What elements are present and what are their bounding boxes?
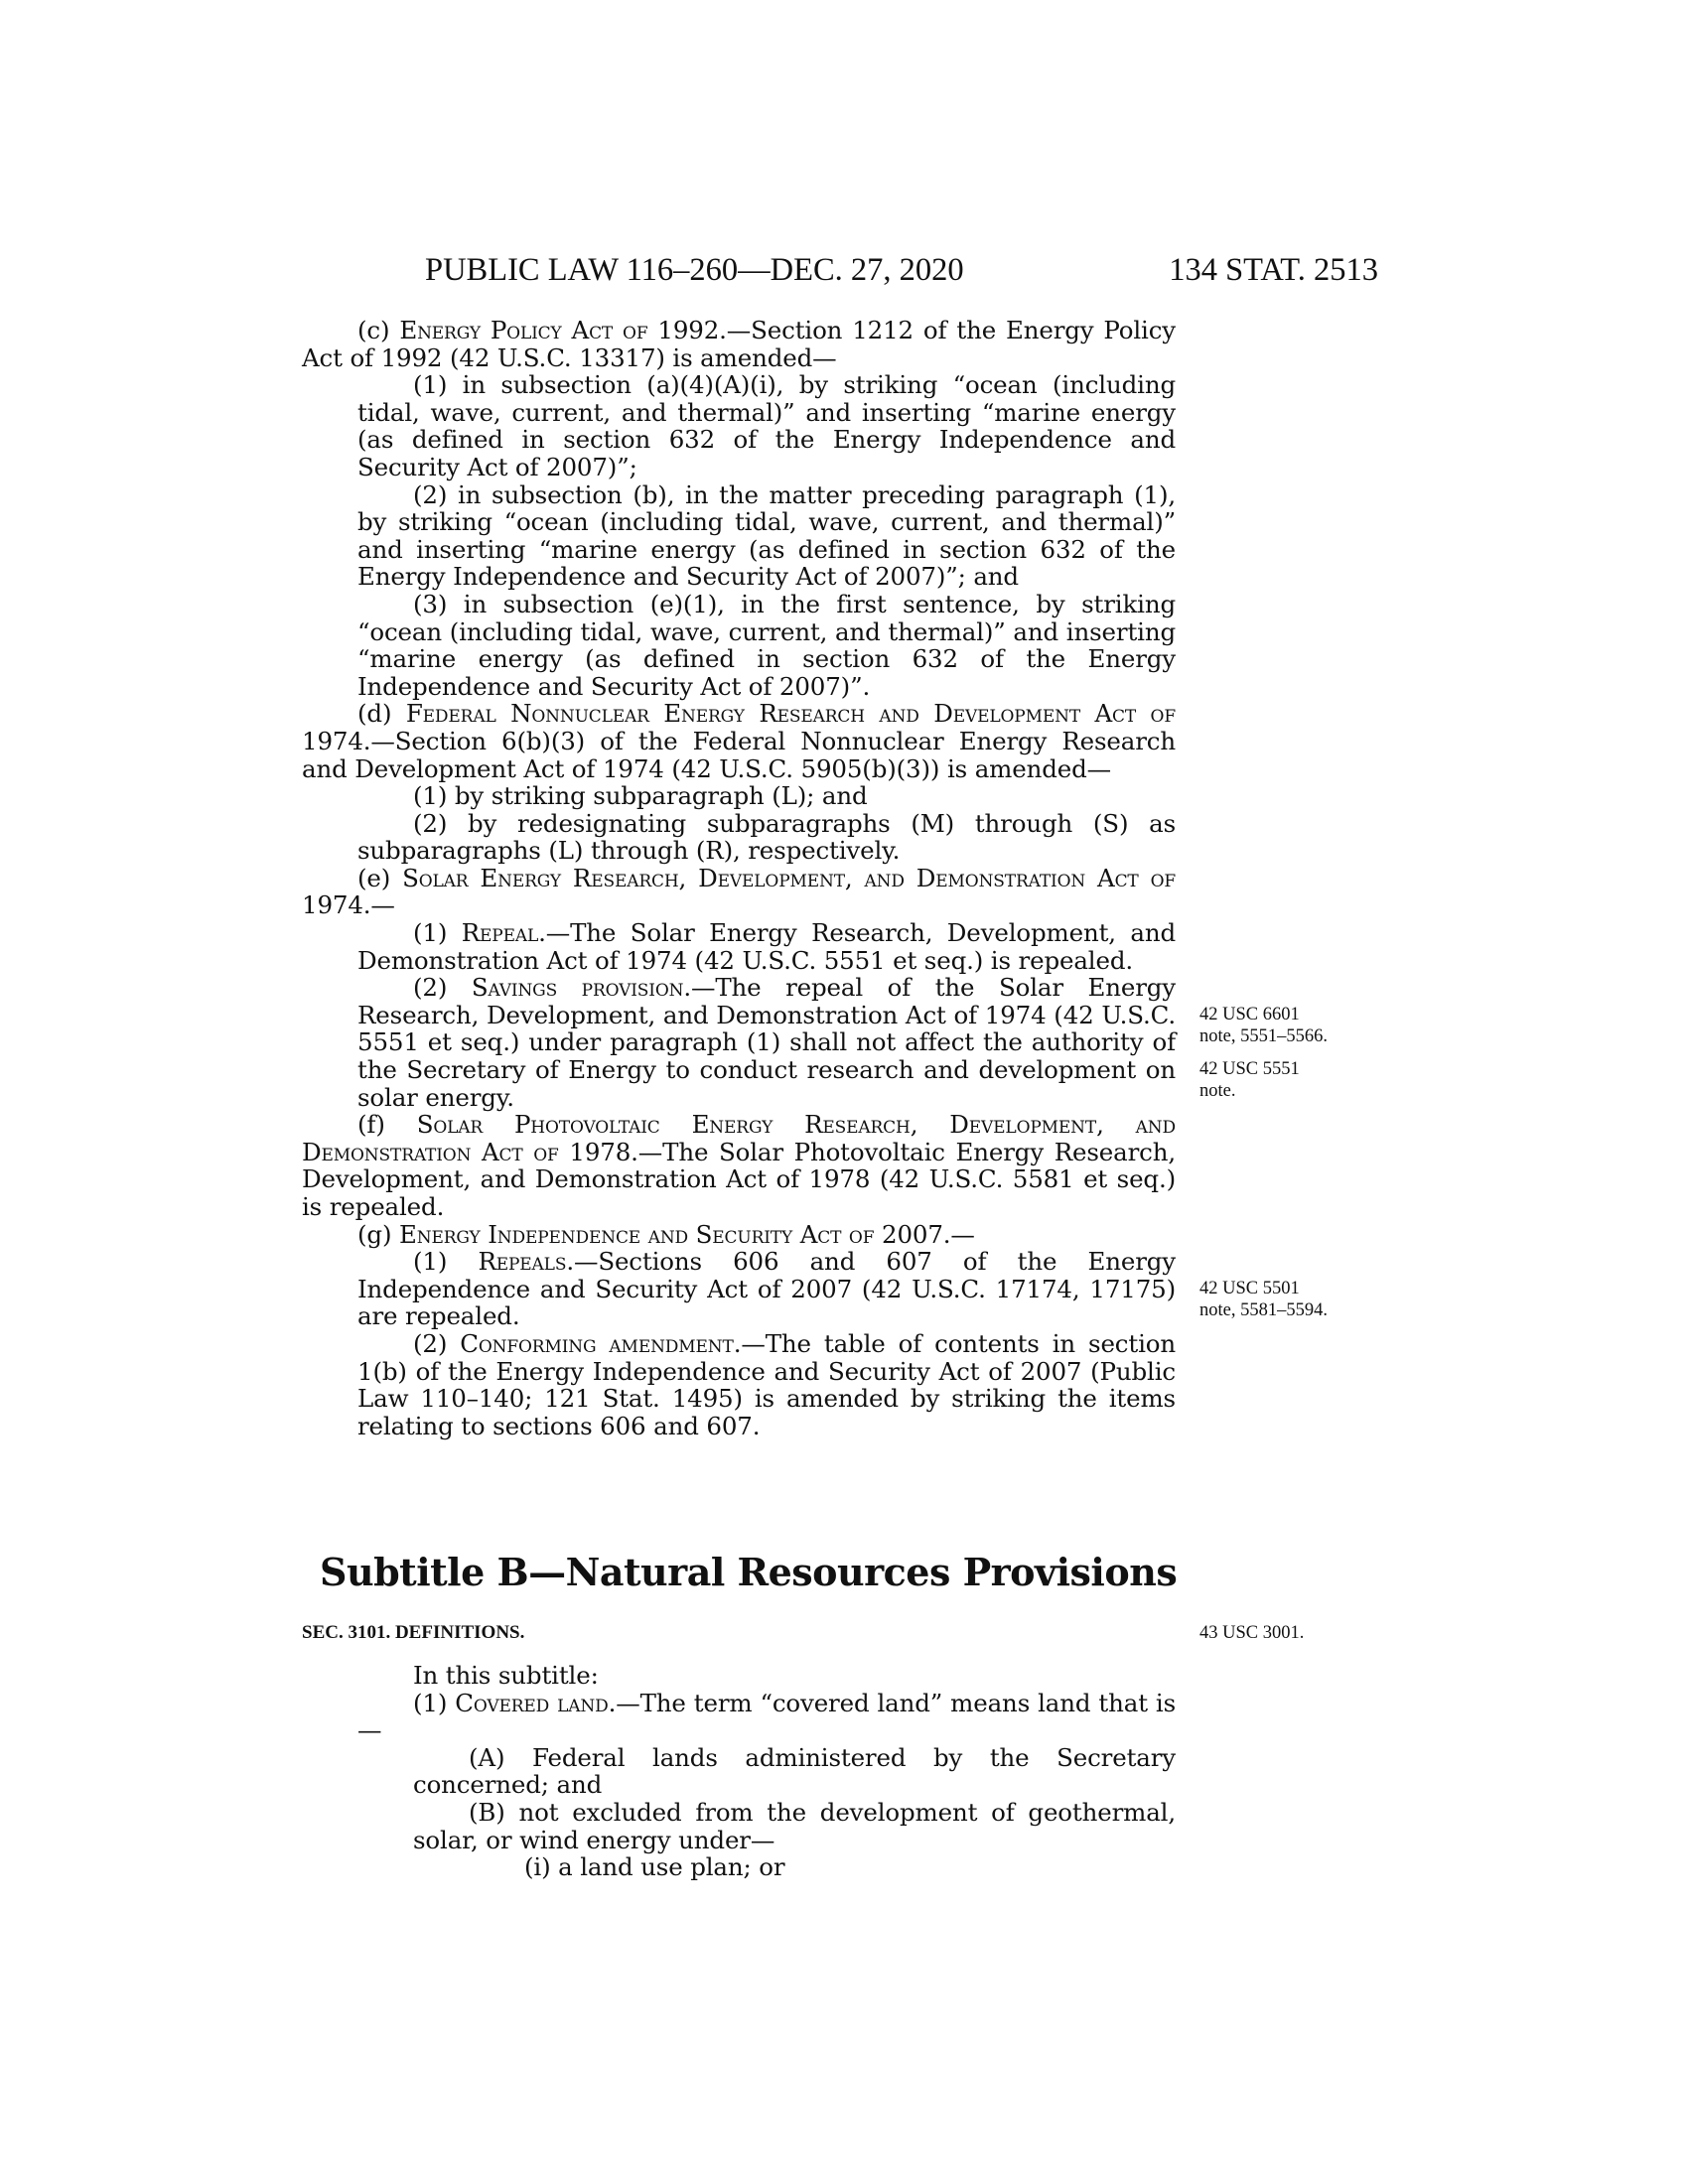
margin-note-3 [1199,1278,1328,1321]
margin-note-2-line2: note. [1199,1081,1236,1101]
paragraph-g2-text: —The table of contents in section 1(b) of the Energy Independence and Security Act of 2007 (Public Law 110–140; 121 Stat. 1495) is amended by striking the items relating to sections 606 and 607. [357,1328,1176,1440]
paragraph-g1 [302,1248,1176,1330]
paragraph-e [302,865,1176,919]
paragraph-e1-text: —The Solar Energy Research, Development, and Demonstration Act of 1974 (42 U.S.C. 5551 et seq.) is repealed. [357,918,1176,975]
paragraph-f-text: —The Solar Photovoltaic Energy Research, Development, and Demonstration Act of 1978 (42 U.S.C. 5581 et seq.) is repealed. [302,1137,1176,1221]
paragraph-c-heading: Energy Policy Act of 1992. [399,316,727,344]
section-subparagraph-b: (B) not excluded from the development of geothermal, solar, or wind energy under— [413,1797,1176,1854]
margin-note-3-line2: note, 5581–5594. [1199,1300,1328,1320]
page-header [425,250,1378,290]
paragraph-d-text: —Section 6(b)(3) of the Federal Nonnuclear Energy Research and Development Act of 1974 (42 U.S.C. 5905(b)(3)) is amended— [302,726,1176,783]
margin-note-1-line2: note, 5551–5566. [1199,1026,1328,1046]
paragraph-c3: (3) in subsection (e)(1), in the first sentence, by striking “ocean (including tidal, wave, current, and thermal)” and inserting “marine energy (as defined in section 632 of the Energy Independence and Security Act of 2007)”. [357,589,1176,701]
paragraph-f-heading: Solar Photovoltaic Energy Research, Development, and Demonstration Act of 1978. [302,1110,1176,1166]
statute-text-main [302,317,1176,1439]
paragraph-c2: (2) in subsection (b), in the matter preceding paragraph (1), by striking “ocean (including tidal, wave, current, and thermal)” and inserting “marine energy (as defined in section 632 of the Energy Independence and Security Act of 2007)”; and [357,479,1176,592]
paragraph-e-label: (e) [357,863,403,892]
section-subparagraph-a: (A) Federal lands administered by the Secretary concerned; and [413,1742,1176,1800]
section-heading: SEC. 3101. DEFINITIONS. [302,1622,525,1643]
section-paragraph-1-label: (1) [413,1688,456,1717]
section-paragraph-1-heading: Covered land. [455,1688,617,1717]
paragraph-e1 [302,919,1176,974]
paragraph-e2-text: —The repeal of the Solar Energy Research, Development, and Demonstration Act of 1974 (42 U.S.C. 5551 et seq.) under paragraph (1) shall not affect the authority of the Secretary of Energy to conduct research and development on solar energy. [357,973,1176,1112]
paragraph-e2-label: (2) [413,973,472,1003]
paragraph-e-text: — [370,890,395,920]
paragraph-d1: (1) by striking subparagraph (L); and [413,781,868,811]
paragraph-e-heading: Solar Energy Research, Development, and Demonstration Act of 1974. [302,863,1177,920]
paragraph-g1-text: —Sections 606 and 607 of the Energy Independence and Security Act of 2007 (42 U.S.C. 17174, 17175) are repealed. [357,1247,1176,1331]
section-clause-i: (i) a land use plan; or [524,1852,785,1882]
margin-note-2 [1199,1058,1300,1102]
margin-note-4-line1: 43 USC 3001. [1199,1623,1305,1643]
paragraph-g2 [302,1330,1176,1439]
paragraph-e2-heading: Savings provision. [471,973,692,1003]
paragraph-e1-label: (1) [413,918,462,948]
paragraph-g2-heading: Conforming amendment. [460,1328,742,1358]
paragraph-d2: (2) by redesignating subparagraphs (M) through (S) as subparagraphs (L) through (R), respectively. [357,808,1176,866]
margin-note-3-line1: 42 USC 5501 [1199,1279,1300,1298]
statute-text-section [302,1662,1176,1881]
header-law-title: PUBLIC LAW 116–260—DEC. 27, 2020 [425,252,964,288]
paragraph-e1-heading: Repeal. [461,918,546,948]
paragraph-c1: (1) in subsection (a)(4)(A)(i), by striking “ocean (including tidal, wave, current, and thermal)” and inserting “marine energy (as defined in section 632 of the Energy Independence and Security Act of 2007)”; [357,370,1176,481]
paragraph-e2 [302,974,1176,1111]
margin-note-1-line1: 42 USC 6601 [1199,1005,1300,1024]
margin-note-2-line1: 42 USC 5551 [1199,1059,1300,1079]
margin-note-1 [1199,1004,1328,1047]
paragraph-d [302,700,1176,782]
paragraph-c-text: —Section 1212 of the Energy Policy Act of 1992 (42 U.S.C. 13317) is amended— [302,316,1176,372]
paragraph-c-label: (c) [357,316,400,344]
paragraph-g-label: (g) [357,1219,399,1249]
paragraph-g [302,1221,1176,1249]
paragraph-g-heading: Energy Independence and Security Act of 2007. [399,1219,951,1249]
paragraph-g2-label: (2) [413,1328,461,1358]
paragraph-g1-heading: Repeals. [478,1247,574,1277]
margin-note-4 [1199,1622,1304,1644]
section-intro: In this subtitle: [413,1661,599,1690]
paragraph-f-label: (f) [357,1110,417,1140]
paragraph-d-heading: Federal Nonnuclear Energy Research and Development Act of 1974. [302,699,1176,755]
paragraph-c [302,317,1176,371]
section-paragraph-1-text: —The term “covered land” means land that is— [357,1688,1177,1745]
subtitle-heading: Subtitle B—Natural Resources Provisions [320,1550,1178,1594]
paragraph-d-label: (d) [357,699,406,729]
paragraph-g1-label: (1) [413,1247,479,1277]
paragraph-g-text: — [950,1219,975,1249]
header-stat-page: 134 STAT. 2513 [1169,252,1378,288]
section-paragraph-1 [302,1690,1176,1744]
paragraph-f [302,1111,1176,1220]
